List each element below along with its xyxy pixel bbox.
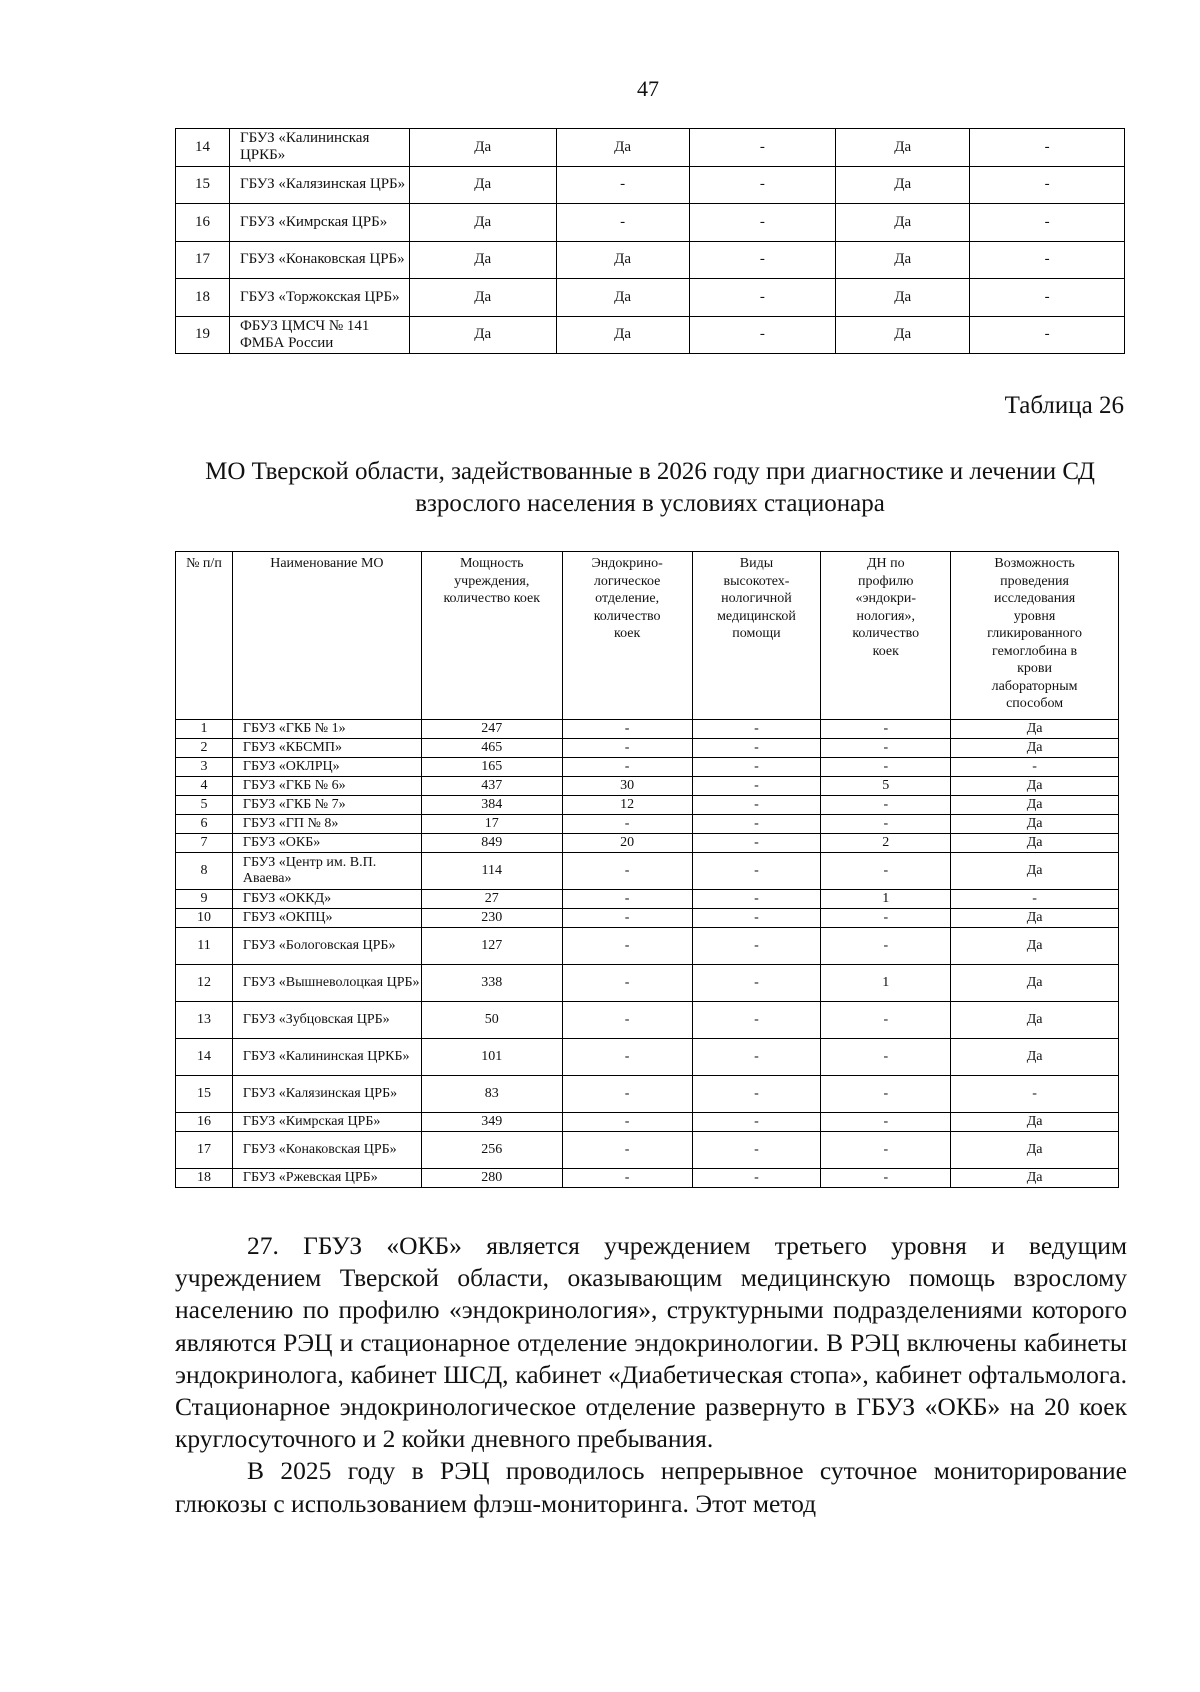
cell: - bbox=[692, 815, 821, 834]
cell: - bbox=[692, 720, 821, 739]
cell: Да bbox=[951, 1132, 1119, 1169]
cell: Да bbox=[951, 928, 1119, 965]
cell: - bbox=[692, 739, 821, 758]
cell-name: ГБУЗ «Кимрская ЦРБ» bbox=[232, 1113, 421, 1132]
cell: - bbox=[970, 129, 1125, 167]
table-row bbox=[176, 1002, 1119, 1039]
cell: 5 bbox=[176, 796, 233, 815]
cell: Да bbox=[836, 316, 970, 354]
cell: 7 bbox=[176, 834, 233, 853]
cell-name: ГБУЗ «КБСМП» bbox=[232, 739, 421, 758]
table-row bbox=[176, 1132, 1119, 1169]
column-header: Эндокрино-логическое отделение, количество коек bbox=[562, 552, 692, 720]
cell: 14 bbox=[176, 1039, 233, 1076]
cell: - bbox=[689, 166, 836, 204]
paragraph: 27. ГБУЗ «ОКБ» является учреждением третьего уровня и ведущим учреждением Тверской области, оказывающим медицинскую помощь взрослому населению по профилю «эндокринология», структурными подразделениями которого являются РЭЦ и стационарное отделение эндокринологии. В РЭЦ включены кабинеты эндокринолога, кабинет ШСД, кабинет «Диабетическая стопа», кабинет офтальмолога. Стационарное эндокринологическое отделение развернуто в ГБУЗ «ОКБ» на 20 коек круглосуточного и 2 койки дневного пребывания. bbox=[175, 1231, 1127, 1454]
cell: Да bbox=[951, 1002, 1119, 1039]
cell: 384 bbox=[421, 796, 562, 815]
cell-name: ГБУЗ «Бологовская ЦРБ» bbox=[232, 928, 421, 965]
cell: Да bbox=[556, 241, 689, 279]
cell: 465 bbox=[421, 739, 562, 758]
cell: - bbox=[562, 1076, 692, 1113]
cell: 338 bbox=[421, 965, 562, 1002]
cell: - bbox=[562, 1169, 692, 1188]
cell: 1 bbox=[176, 720, 233, 739]
table-row bbox=[176, 1113, 1119, 1132]
cell: 12 bbox=[562, 796, 692, 815]
cell: 12 bbox=[176, 965, 233, 1002]
cell: Да bbox=[951, 815, 1119, 834]
cell: - bbox=[692, 965, 821, 1002]
cell: Да bbox=[951, 1113, 1119, 1132]
cell: Да bbox=[951, 1039, 1119, 1076]
cell: - bbox=[692, 1076, 821, 1113]
cell: - bbox=[692, 1113, 821, 1132]
cell: - bbox=[689, 204, 836, 242]
column-header: Виды высокотех-нологичной медицинской помощи bbox=[692, 552, 821, 720]
cell: 256 bbox=[421, 1132, 562, 1169]
cell-name: ГБУЗ «Калязинская ЦРБ» bbox=[232, 1076, 421, 1113]
cell: - bbox=[689, 241, 836, 279]
cell: Да bbox=[556, 129, 689, 167]
cell: 17 bbox=[176, 241, 230, 279]
cell-name: ГБУЗ «Вышневолоцкая ЦРБ» bbox=[232, 965, 421, 1002]
cell: - bbox=[951, 890, 1119, 909]
cell: - bbox=[821, 720, 951, 739]
cell: - bbox=[692, 796, 821, 815]
cell: - bbox=[692, 1169, 821, 1188]
cell: 8 bbox=[176, 853, 233, 890]
cell: Да bbox=[951, 739, 1119, 758]
cell: - bbox=[821, 739, 951, 758]
cell: - bbox=[821, 815, 951, 834]
cell: 1 bbox=[821, 890, 951, 909]
cell: 849 bbox=[421, 834, 562, 853]
cell: 10 bbox=[176, 909, 233, 928]
body-text bbox=[175, 1230, 1127, 1520]
table-row bbox=[176, 1039, 1119, 1076]
cell-name: ГБУЗ «Торжокская ЦРБ» bbox=[229, 279, 409, 317]
cell: - bbox=[821, 1039, 951, 1076]
cell: 101 bbox=[421, 1039, 562, 1076]
page-number: 47 bbox=[637, 76, 659, 101]
cell: - bbox=[821, 758, 951, 777]
cell: 9 bbox=[176, 890, 233, 909]
cell: - bbox=[692, 758, 821, 777]
cell: - bbox=[562, 720, 692, 739]
table-row bbox=[176, 204, 1125, 242]
cell: - bbox=[821, 1076, 951, 1113]
table-row bbox=[176, 720, 1119, 739]
table-row bbox=[176, 1076, 1119, 1113]
cell: - bbox=[821, 1132, 951, 1169]
cell: Да bbox=[409, 166, 556, 204]
cell: - bbox=[556, 166, 689, 204]
table-row bbox=[176, 928, 1119, 965]
cell-name: ГБУЗ «Зубцовская ЦРБ» bbox=[232, 1002, 421, 1039]
cell: - bbox=[562, 1002, 692, 1039]
cell: - bbox=[689, 129, 836, 167]
cell: 280 bbox=[421, 1169, 562, 1188]
cell: - bbox=[821, 909, 951, 928]
cell: - bbox=[951, 758, 1119, 777]
column-header: № п/п bbox=[176, 552, 233, 720]
cell: 4 bbox=[176, 777, 233, 796]
cell-name: ГБУЗ «ОКБ» bbox=[232, 834, 421, 853]
cell: Да bbox=[409, 316, 556, 354]
cell: - bbox=[562, 890, 692, 909]
cell: - bbox=[821, 1002, 951, 1039]
cell: Да bbox=[951, 1169, 1119, 1188]
cell: - bbox=[821, 928, 951, 965]
cell: 5 bbox=[821, 777, 951, 796]
cell: - bbox=[692, 777, 821, 796]
cell-name: ГБУЗ «ОККД» bbox=[232, 890, 421, 909]
table-row bbox=[176, 909, 1119, 928]
cell: - bbox=[562, 928, 692, 965]
table-row bbox=[176, 796, 1119, 815]
cell-name: ГБУЗ «Конаковская ЦРБ» bbox=[232, 1132, 421, 1169]
cell: 20 bbox=[562, 834, 692, 853]
cell: 15 bbox=[176, 1076, 233, 1113]
cell: Да bbox=[836, 166, 970, 204]
table-header-row bbox=[176, 552, 1119, 720]
cell: Да bbox=[409, 129, 556, 167]
table-row bbox=[176, 834, 1119, 853]
cell: - bbox=[562, 853, 692, 890]
cell: - bbox=[951, 1076, 1119, 1113]
cell: - bbox=[562, 909, 692, 928]
cell: 16 bbox=[176, 204, 230, 242]
cell: - bbox=[562, 1132, 692, 1169]
cell: - bbox=[970, 316, 1125, 354]
table-row bbox=[176, 166, 1125, 204]
cell: Да bbox=[836, 241, 970, 279]
cell: 27 bbox=[421, 890, 562, 909]
cell: Да bbox=[951, 777, 1119, 796]
table-row bbox=[176, 758, 1119, 777]
cell: 19 bbox=[176, 316, 230, 354]
cell: - bbox=[562, 739, 692, 758]
cell-name: ГБУЗ «Калининская ЦРКБ» bbox=[232, 1039, 421, 1076]
cell: - bbox=[970, 241, 1125, 279]
column-header: ДН по профилю «эндокри-нология», количество коек bbox=[821, 552, 951, 720]
cell-name: ФБУЗ ЦМСЧ № 141 ФМБА России bbox=[229, 316, 409, 354]
cell: Да bbox=[951, 853, 1119, 890]
table-26 bbox=[175, 551, 1119, 1188]
table-row bbox=[176, 777, 1119, 796]
cell: Да bbox=[951, 834, 1119, 853]
table-row bbox=[176, 815, 1119, 834]
cell: Да bbox=[409, 241, 556, 279]
table-row bbox=[176, 853, 1119, 890]
cell: - bbox=[692, 909, 821, 928]
cell: - bbox=[692, 853, 821, 890]
cell: 16 bbox=[176, 1113, 233, 1132]
table-row bbox=[176, 890, 1119, 909]
cell: - bbox=[821, 1113, 951, 1132]
continued-table bbox=[175, 128, 1125, 354]
cell: - bbox=[692, 890, 821, 909]
cell: Да bbox=[836, 204, 970, 242]
cell: 13 bbox=[176, 1002, 233, 1039]
cell: Да bbox=[836, 279, 970, 317]
cell: Да bbox=[409, 279, 556, 317]
cell: - bbox=[562, 758, 692, 777]
table-row bbox=[176, 279, 1125, 317]
cell: 247 bbox=[421, 720, 562, 739]
cell: 2 bbox=[176, 739, 233, 758]
cell: 18 bbox=[176, 1169, 233, 1188]
cell: 17 bbox=[421, 815, 562, 834]
cell: - bbox=[970, 166, 1125, 204]
cell-name: ГБУЗ «Калининская ЦРКБ» bbox=[229, 129, 409, 167]
table-title: МО Тверской области, задействованные в 2026 году при диагностике и лечении СД взрослого населения в условиях стационара bbox=[205, 458, 1095, 517]
cell: - bbox=[821, 1169, 951, 1188]
cell: - bbox=[821, 796, 951, 815]
cell-name: ГБУЗ «Калязинская ЦРБ» bbox=[229, 166, 409, 204]
cell: 50 bbox=[421, 1002, 562, 1039]
cell-name: ГБУЗ «ГКБ № 7» bbox=[232, 796, 421, 815]
cell-name: ГБУЗ «ОКПЦ» bbox=[232, 909, 421, 928]
cell: 30 bbox=[562, 777, 692, 796]
cell-name: ГБУЗ «ОКЛРЦ» bbox=[232, 758, 421, 777]
cell-name: ГБУЗ «Конаковская ЦРБ» bbox=[229, 241, 409, 279]
cell: 230 bbox=[421, 909, 562, 928]
cell: - bbox=[562, 815, 692, 834]
column-header: Возможность проведения исследования уровня гликированного гемоглобина в крови лабораторным способом bbox=[951, 552, 1119, 720]
cell: 114 bbox=[421, 853, 562, 890]
cell: 349 bbox=[421, 1113, 562, 1132]
cell: - bbox=[692, 1002, 821, 1039]
cell-name: ГБУЗ «Центр им. В.П. Аваева» bbox=[232, 853, 421, 890]
cell-name: ГБУЗ «ГКБ № 1» bbox=[232, 720, 421, 739]
cell: - bbox=[821, 853, 951, 890]
table-row bbox=[176, 241, 1125, 279]
cell: 18 bbox=[176, 279, 230, 317]
cell: 6 bbox=[176, 815, 233, 834]
cell: 165 bbox=[421, 758, 562, 777]
cell: Да bbox=[836, 129, 970, 167]
table-row bbox=[176, 1169, 1119, 1188]
cell-name: ГБУЗ «Кимрская ЦРБ» bbox=[229, 204, 409, 242]
cell: Да bbox=[556, 316, 689, 354]
cell: 1 bbox=[821, 965, 951, 1002]
cell: - bbox=[562, 965, 692, 1002]
cell: 127 bbox=[421, 928, 562, 965]
cell: - bbox=[970, 279, 1125, 317]
cell-name: ГБУЗ «ГКБ № 6» bbox=[232, 777, 421, 796]
cell: - bbox=[970, 204, 1125, 242]
cell: 14 bbox=[176, 129, 230, 167]
cell: - bbox=[562, 1039, 692, 1076]
table-row bbox=[176, 129, 1125, 167]
table-row bbox=[176, 965, 1119, 1002]
cell: Да bbox=[951, 720, 1119, 739]
column-header: Наименование МО bbox=[232, 552, 421, 720]
cell: - bbox=[692, 834, 821, 853]
table-row bbox=[176, 316, 1125, 354]
table-label: Таблица 26 bbox=[1004, 392, 1124, 419]
cell: 437 bbox=[421, 777, 562, 796]
cell: Да bbox=[951, 909, 1119, 928]
cell-name: ГБУЗ «Ржевская ЦРБ» bbox=[232, 1169, 421, 1188]
cell: 83 bbox=[421, 1076, 562, 1113]
cell: Да bbox=[409, 204, 556, 242]
cell: - bbox=[689, 316, 836, 354]
cell: Да bbox=[951, 796, 1119, 815]
cell: 17 bbox=[176, 1132, 233, 1169]
cell: - bbox=[692, 1132, 821, 1169]
cell-name: ГБУЗ «ГП № 8» bbox=[232, 815, 421, 834]
cell: 15 bbox=[176, 166, 230, 204]
cell: Да bbox=[951, 965, 1119, 1002]
column-header: Мощность учреждения, количество коек bbox=[421, 552, 562, 720]
cell: 3 bbox=[176, 758, 233, 777]
cell: - bbox=[689, 279, 836, 317]
cell: - bbox=[562, 1113, 692, 1132]
paragraph: В 2025 году в РЭЦ проводилось непрерывное суточное мониторирование глюкозы с использованием флэш-мониторинга. Этот метод bbox=[175, 1456, 1127, 1518]
table-row bbox=[176, 739, 1119, 758]
cell: - bbox=[556, 204, 689, 242]
cell: - bbox=[692, 928, 821, 965]
cell: 2 bbox=[821, 834, 951, 853]
cell: - bbox=[692, 1039, 821, 1076]
cell: 11 bbox=[176, 928, 233, 965]
cell: Да bbox=[556, 279, 689, 317]
